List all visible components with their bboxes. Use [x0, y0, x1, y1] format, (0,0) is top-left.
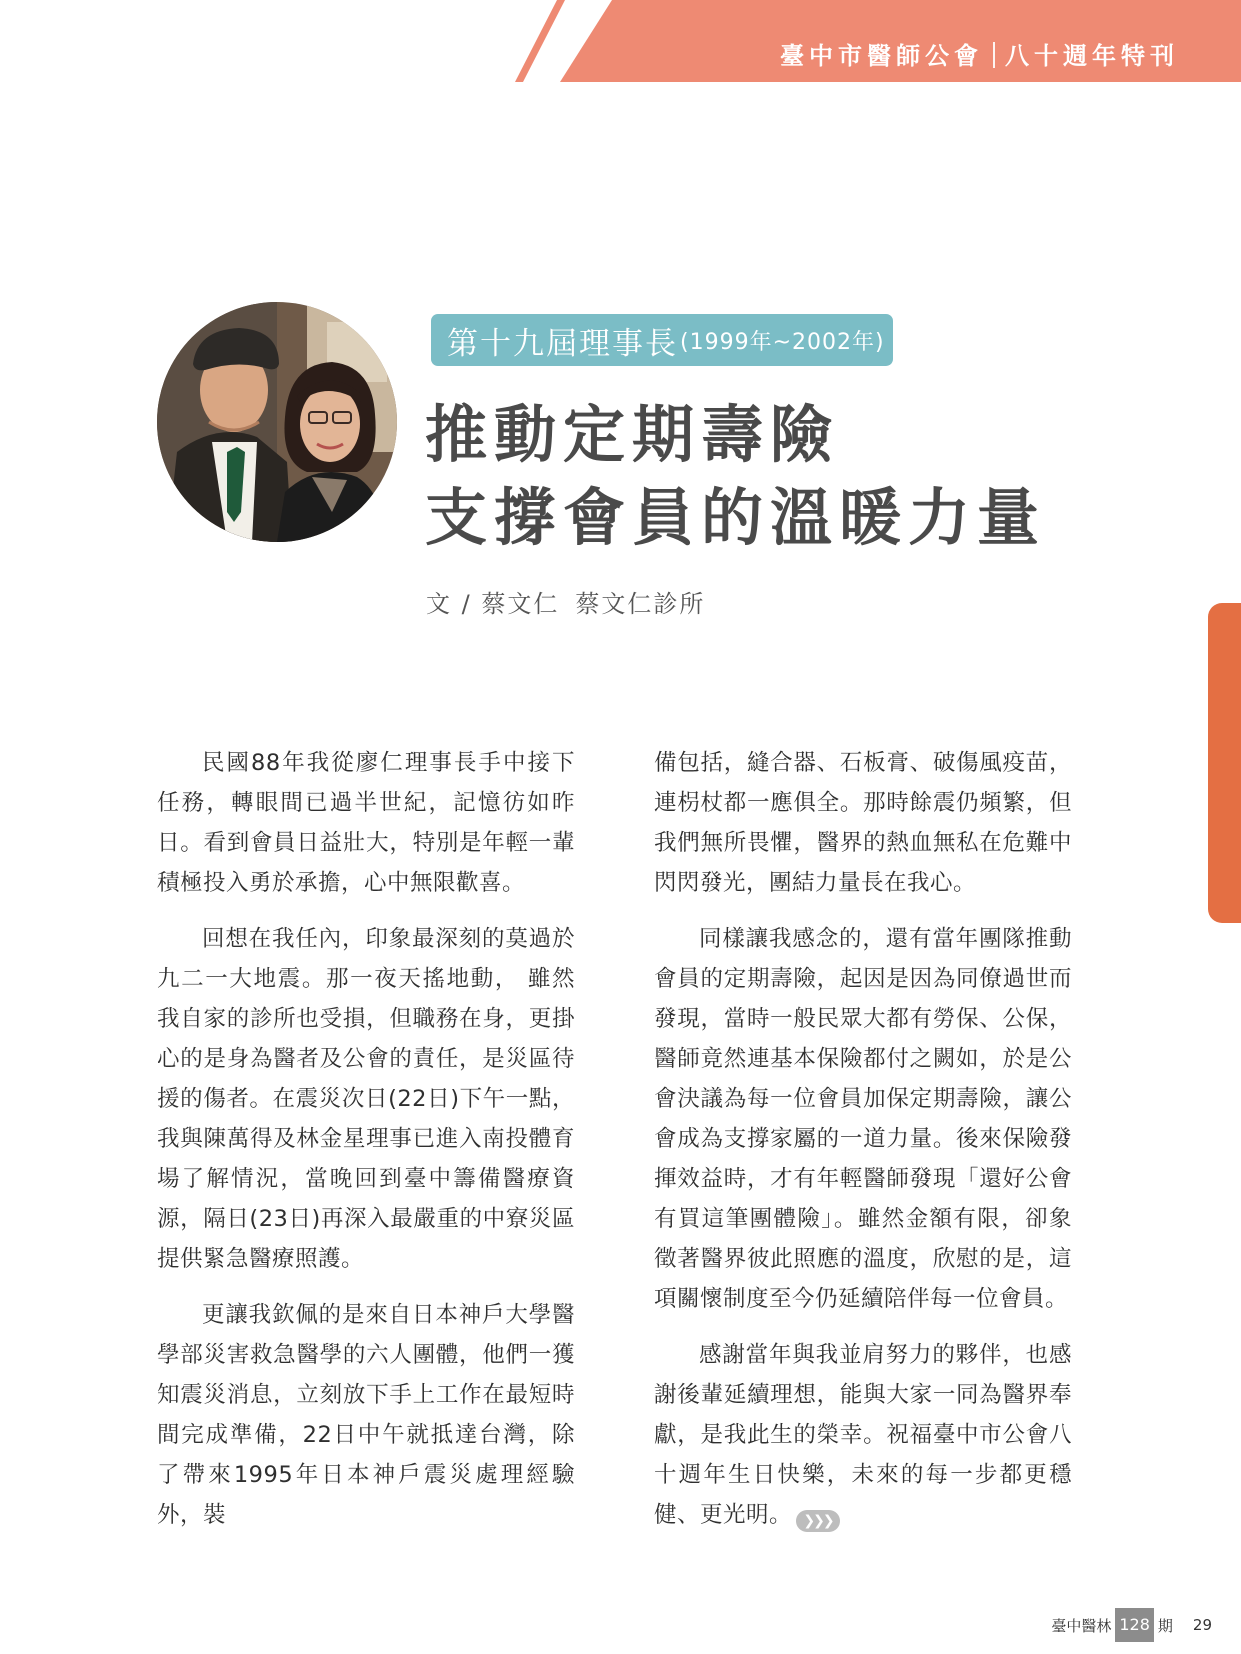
- header-divider: [993, 42, 995, 68]
- byline-author: 文 / 蔡文仁: [426, 590, 560, 618]
- page-number: 29: [1192, 1616, 1212, 1634]
- page-footer: [1051, 1608, 1212, 1642]
- term-title: 第十九屆理事長: [447, 325, 678, 362]
- issue-suffix: 期: [1157, 1616, 1173, 1635]
- article-title-line2: 支撐會員的溫暖力量: [425, 481, 1047, 554]
- header-title: [780, 36, 1179, 71]
- byline-clinic: 蔡文仁診所: [575, 590, 706, 618]
- header-org: 臺中市醫師公會: [780, 41, 983, 70]
- left-column: [157, 743, 575, 1551]
- paragraph: [654, 1335, 1072, 1535]
- term-tag: [431, 314, 893, 366]
- magazine-name: 臺中醫林: [1051, 1616, 1112, 1635]
- term-years: (1999年~2002年): [680, 329, 885, 355]
- header-stripe: [515, 0, 565, 82]
- article-title-line1: 推動定期壽險: [425, 398, 840, 471]
- byline: [426, 584, 705, 619]
- paragraph: 同樣讓我感念的，還有當年團隊推動會員的定期壽險，起因是因為同僚過世而發現，當時一般民眾大都有勞保、公保，醫師竟然連基本保險都付之闕如，於是公會決議為每一位會員加保定期壽險，讓公會成為支撐家屬的一道力量。後來保險發揮效益時，才有年輕醫師發現「還好公會有買這筆團體險」。雖然金額有限，卻象徵著醫界彼此照應的溫度，欣慰的是，這項關懷制度至今仍延續陪伴每一位會員。: [654, 926, 1072, 1312]
- side-tab: [1208, 603, 1241, 923]
- closing-text: 感謝當年與我並肩努力的夥伴，也感謝後輩延續理想，能與大家一同為醫界奉獻，是我此生的榮幸。祝福臺中市公會八十週年生日快樂，未來的每一步都更穩健、更光明。: [654, 1342, 1072, 1528]
- paragraph: 更讓我欽佩的是來自日本神戶大學醫學部災害救急醫學的六人團體，他們一獲知震災消息，立刻放下手上工作在最短時間完成準備，22日中午就抵達台灣，除了帶來1995年日本神戶震災處理經驗外，裝: [157, 1302, 575, 1528]
- right-column: [654, 743, 1072, 1551]
- paragraph: 民國88年我從廖仁理事長手中接下任務，轉眼間已過半世紀，記憶彷如昨日。看到會員日益壯大，特別是年輕一輩積極投入勇於承擔，心中無限歡喜。: [157, 750, 575, 896]
- header-special: 八十週年特刊: [1005, 41, 1179, 70]
- author-portrait: [157, 302, 397, 542]
- paragraph: 回想在我任內，印象最深刻的莫過於九二一大地震。那一夜天搖地動， 雖然我自家的診所也受損，但職務在身，更掛心的是身為醫者及公會的責任，是災區待援的傷者。在震災次日(22日)下午一點，我與陳萬得及林金星理事已進入南投體育場了解情況，當晚回到臺中籌備醫療資源，隔日(23日)再深入最嚴重的中寮災區提供緊急醫療照護。: [157, 926, 575, 1272]
- paragraph: 備包括，縫合器、石板膏、破傷風疫苗，連枴杖都一應俱全。那時餘震仍頻繁，但我們無所畏懼，醫界的熱血無私在危難中閃閃發光，團結力量長在我心。: [654, 750, 1072, 896]
- issue-number: 128: [1115, 1608, 1154, 1642]
- double-chevron-right-icon: ❯❯❯: [796, 1510, 840, 1532]
